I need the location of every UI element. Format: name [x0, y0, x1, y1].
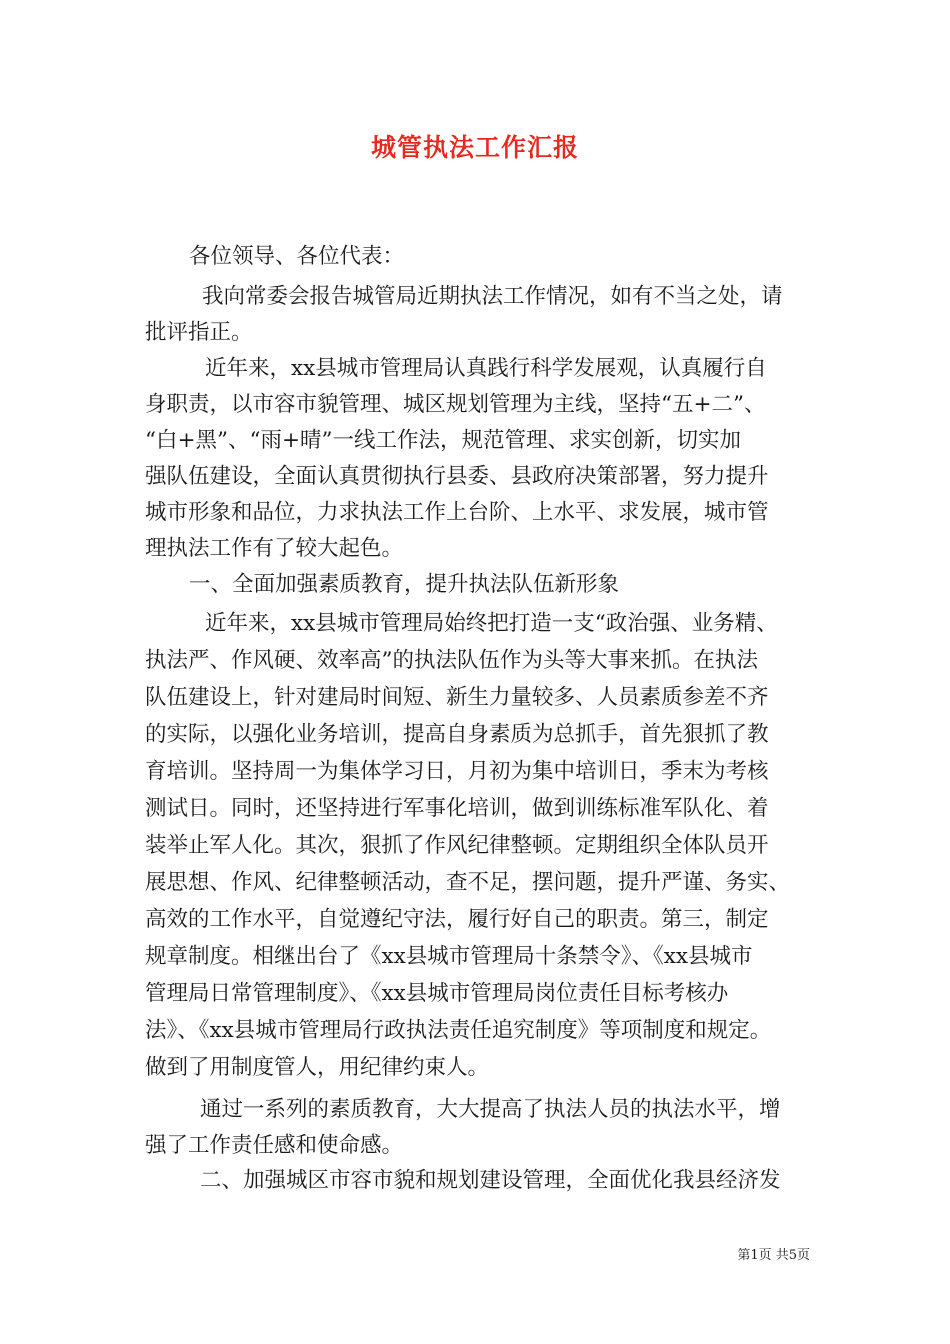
body-line: 规章制度。相继出台了《xx县城市管理局十条禁令》、《xx县城市: [145, 944, 753, 969]
body-line: 管理局日常管理制度》、《xx县城市管理局岗位责任目标考核办: [145, 981, 729, 1006]
body-line: 强队伍建设，全面认真贯彻执行县委、县政府决策部署，努力提升: [145, 464, 769, 489]
body-line: 执法严、作风硬、效率高”的执法队伍作为头等大事来抓。在执法: [145, 648, 758, 673]
body-line: 高效的工作水平，自觉遵纪守法，履行好自己的职责。第三，制定: [145, 907, 769, 932]
body-line: 各位领导、各位代表：: [189, 244, 405, 269]
body-line: 近年来，xx县城市管理局始终把打造一支“政治强、业务精、: [205, 611, 778, 636]
body-line: 城市形象和品位，力求执法工作上台阶、上水平、求发展，城市管: [145, 500, 769, 525]
body-line: 法》、《xx县城市管理局行政执法责任追究制度》等项制度和规定。: [145, 1018, 772, 1043]
body-line: 展思想、作风、纪律整顿活动，查不足，摆问题，提升严谨、务实、: [145, 870, 791, 895]
body-line: 测试日。同时，还坚持进行军事化培训，做到训练标准军队化、着: [145, 796, 769, 821]
page-number: 第1页 共5页: [737, 1248, 810, 1263]
body-line: 育培训。坚持周一为集体学习日，月初为集中培训日，季末为考核: [145, 759, 769, 784]
body-line: 的实际，以强化业务培训，提高自身素质为总抓手，首先狠抓了教: [145, 722, 769, 747]
body-line: 强了工作责任感和使命感。: [145, 1133, 404, 1158]
section-heading: 二、加强城区市容市貌和规划建设管理，全面优化我县经济发: [200, 1168, 781, 1193]
body-line: “白+黑”、“雨+晴”一线工作法，规范管理、求实创新，切实加: [145, 428, 741, 453]
body-line: 做到了用制度管人，用纪律约束人。: [145, 1055, 490, 1080]
section-heading: 一、全面加强素质教育，提升执法队伍新形象: [189, 572, 620, 597]
body-line: 我向常委会报告城管局近期执法工作情况，如有不当之处，请: [202, 284, 783, 309]
body-line: 理执法工作有了较大起色。: [145, 536, 404, 561]
body-line: 队伍建设上，针对建局时间短、新生力量较多、人员素质参差不齐: [145, 685, 769, 710]
body-line: 近年来，xx县城市管理局认真践行科学发展观，认真履行自: [205, 356, 767, 381]
body-line: 身职责，以市容市貌管理、城区规划管理为主线，坚持“五+二”、: [145, 392, 766, 417]
body-line: 装举止军人化。其次，狠抓了作风纪律整顿。定期组织全体队员开: [145, 833, 769, 858]
body-line: 通过一系列的素质教育，大大提高了执法人员的执法水平，增: [200, 1097, 781, 1122]
body-line: 批评指正。: [145, 320, 253, 345]
document-title: 城管执法工作汇报: [370, 133, 579, 162]
